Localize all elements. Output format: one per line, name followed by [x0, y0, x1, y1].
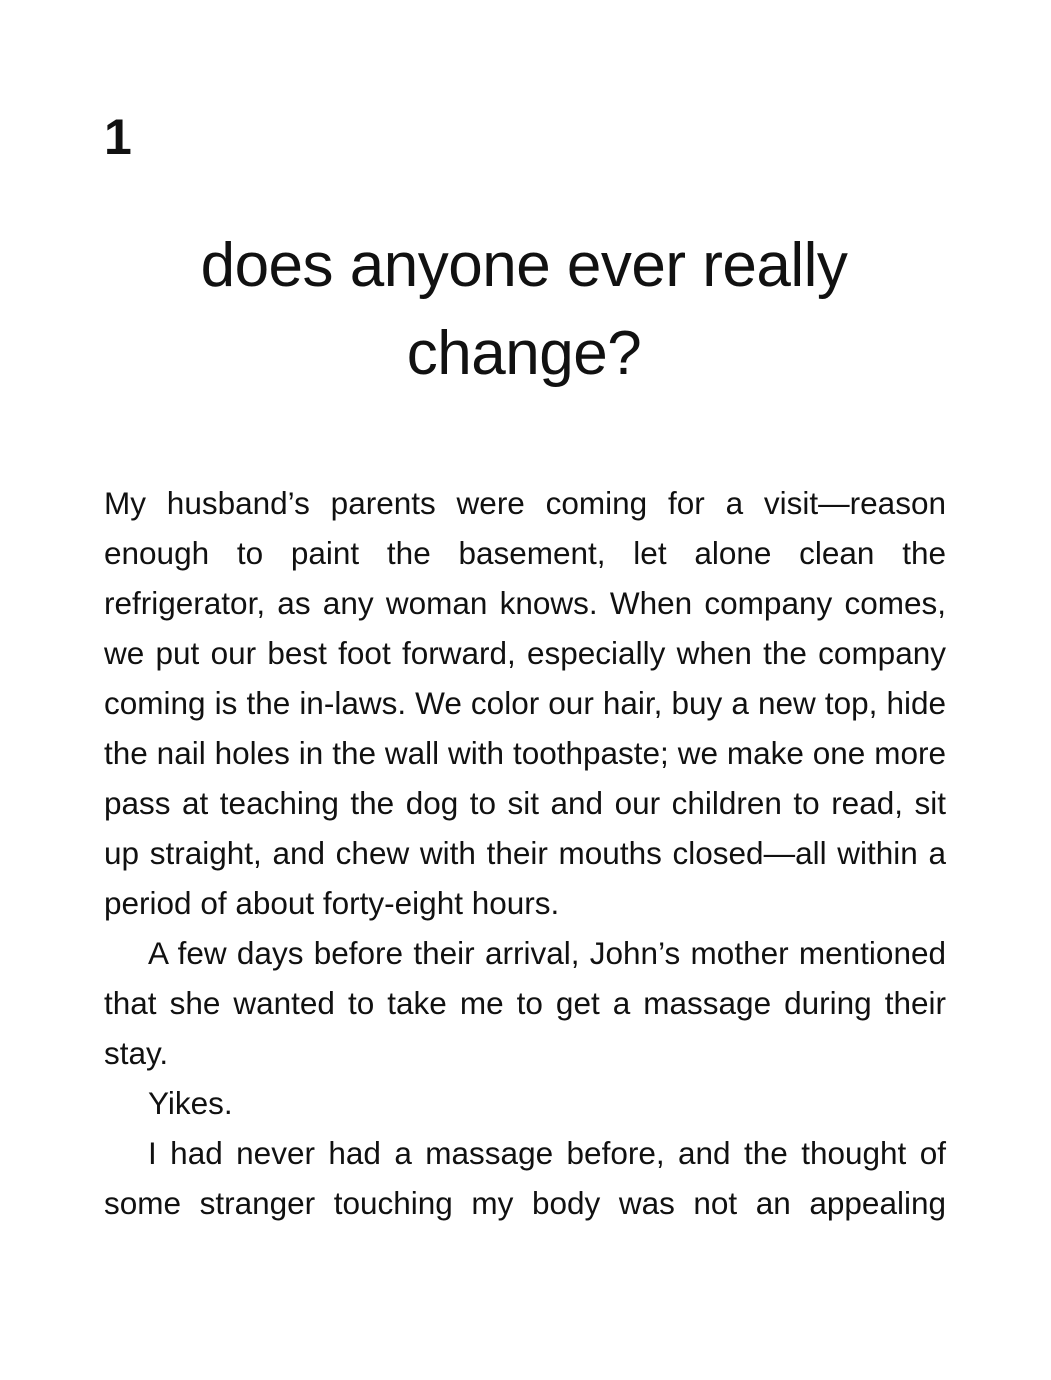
chapter-body [104, 478, 946, 1228]
chapter-title: does anyone ever really change? [200, 231, 848, 388]
paragraph: My husband’s parents were coming for a visit—reason enough to paint the basement, let alone clean the refrigerator, as any woman knows. When company comes, we put our best foot forward, especially when the company coming is the in-laws. We color our hair, buy a new top, hide the nail holes in the wall with toothpaste; we make one more pass at teaching the dog to sit and our children to read, sit up straight, and chew with their mouths closed—all within a period of about forty-eight hours. [104, 485, 946, 921]
paragraph: I had never had a massage before, and the thought of some stranger touching my body was not an appealing [104, 1135, 946, 1221]
paragraph: A few days before their arrival, John’s mother mentioned that she wanted to take me to get a massage during their stay. [104, 935, 946, 1071]
paragraph: Yikes. [148, 1085, 233, 1121]
chapter-number: 1 [104, 109, 132, 165]
